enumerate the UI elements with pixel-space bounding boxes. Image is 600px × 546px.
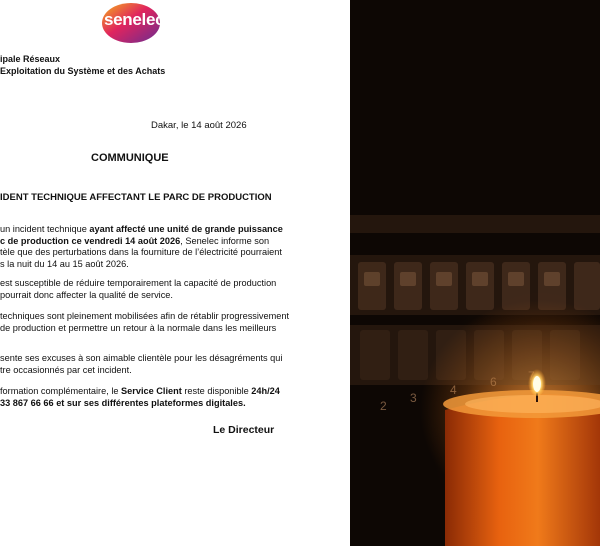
signature: Le Directeur — [213, 424, 275, 436]
p3-line-1: techniques sont pleinement mobilisées afin de rétablir progressivement — [0, 311, 290, 321]
paragraph-incident — [0, 224, 325, 270]
p1-bold-date: c de production ce vendredi 14 août 2026 — [0, 235, 181, 246]
candle-photo — [350, 0, 600, 546]
p4-line-1: sente ses excuses à son aimable clientèle pour les désagréments qui — [0, 353, 283, 363]
p1-line-4: s la nuit du 14 au 15 août 2026. — [0, 258, 129, 269]
breaker-number: 3 — [410, 391, 417, 405]
p1-bold: ayant affecté une unité de grande puissance — [89, 224, 283, 234]
contact-number-line: 33 867 66 66 et sur ses différentes plateformes digitales. — [0, 397, 246, 408]
availability-hours: 24h/24 — [251, 386, 280, 396]
p5-text-2: reste disponible — [181, 386, 252, 396]
paragraph-service-client — [0, 386, 325, 409]
p4-line-2: tre occasionnés par cet incident. — [0, 364, 132, 375]
paragraph-teams — [0, 311, 325, 334]
letter-date: Dakar, le 14 août 2026 — [151, 120, 247, 131]
direction-line-2: Exploitation du Système et des Achats — [0, 66, 166, 76]
p1-text: un incident technique — [0, 224, 90, 234]
p2-line-1: est susceptible de réduire temporairement la capacité de production — [0, 278, 277, 288]
p3-line-2: de production et permettre un retour à la normale dans les meilleurs — [0, 322, 277, 333]
paragraph-apology — [0, 353, 325, 376]
breaker-number: 2 — [380, 399, 387, 413]
breaker-panel-illustration — [350, 0, 600, 546]
communique-subject: IDENT TECHNIQUE AFFECTANT LE PARC DE PRODUCTION — [0, 192, 272, 203]
direction-line-1: ipale Réseaux — [0, 54, 61, 64]
paragraph-impact — [0, 278, 325, 301]
p2-line-2: pourrait donc affecter la qualité de service. — [0, 289, 173, 300]
p1-line-3: tèle que des perturbations dans la fourniture de l’électricité pourraient — [0, 247, 282, 257]
communique-title: COMMUNIQUE — [91, 152, 169, 164]
service-client-label: Service Client — [121, 386, 182, 396]
p5-text: formation complémentaire, le — [0, 386, 122, 396]
p1-text-2: , Senelec informe son — [180, 235, 270, 246]
logo-wordmark: senelec — [104, 10, 165, 29]
